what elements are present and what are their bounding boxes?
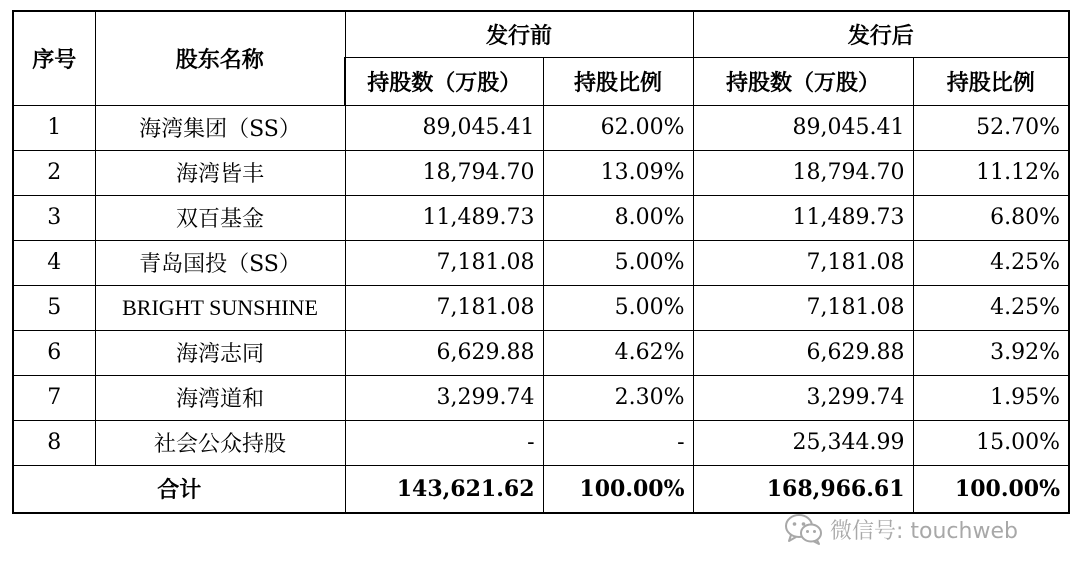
shareholding-table <box>12 10 1070 514</box>
row-after-shares: 6,629.88 <box>693 330 913 375</box>
row-shareholder-name: 海湾志同 <box>95 330 345 375</box>
header-row-top <box>13 11 1069 57</box>
table-row <box>13 285 1069 330</box>
table-row <box>13 375 1069 420</box>
header-seq: 序号 <box>13 11 95 105</box>
row-before-ratio: 5.00% <box>543 240 693 285</box>
total-before-ratio: 100.00% <box>543 465 693 513</box>
header-after-ratio: 持股比例 <box>913 57 1069 105</box>
total-before-shares: 143,621.62 <box>345 465 543 513</box>
header-before-ratio: 持股比例 <box>543 57 693 105</box>
header-after-issue: 发行后 <box>693 11 1069 57</box>
row-before-ratio: 5.00% <box>543 285 693 330</box>
row-before-shares: 3,299.74 <box>345 375 543 420</box>
row-before-shares: 7,181.08 <box>345 240 543 285</box>
total-after-ratio: 100.00% <box>913 465 1069 513</box>
row-seq: 4 <box>13 240 95 285</box>
row-after-ratio: 4.25% <box>913 285 1069 330</box>
row-shareholder-name: 海湾皆丰 <box>95 150 345 195</box>
wechat-watermark <box>784 512 1018 546</box>
row-before-ratio: 13.09% <box>543 150 693 195</box>
row-after-shares: 89,045.41 <box>693 105 913 150</box>
header-before-issue: 发行前 <box>345 11 693 57</box>
wechat-icon <box>784 512 824 546</box>
row-seq: 2 <box>13 150 95 195</box>
row-after-ratio: 1.95% <box>913 375 1069 420</box>
row-after-shares: 25,344.99 <box>693 420 913 465</box>
row-after-shares: 7,181.08 <box>693 285 913 330</box>
row-before-shares: 11,489.73 <box>345 195 543 240</box>
row-before-ratio: 62.00% <box>543 105 693 150</box>
total-label: 合计 <box>13 465 345 513</box>
header-shareholder: 股东名称 <box>95 11 345 105</box>
row-shareholder-name: 海湾集团（SS） <box>95 105 345 150</box>
watermark-text: 微信号: touchweb <box>830 518 1018 544</box>
row-shareholder-name: BRIGHT SUNSHINE <box>95 285 345 330</box>
row-after-shares: 11,489.73 <box>693 195 913 240</box>
row-after-ratio: 6.80% <box>913 195 1069 240</box>
row-after-ratio: 11.12% <box>913 150 1069 195</box>
table-row <box>13 240 1069 285</box>
row-after-shares: 18,794.70 <box>693 150 913 195</box>
row-after-ratio: 3.92% <box>913 330 1069 375</box>
row-after-ratio: 4.25% <box>913 240 1069 285</box>
row-before-ratio: 8.00% <box>543 195 693 240</box>
row-seq: 7 <box>13 375 95 420</box>
row-seq: 5 <box>13 285 95 330</box>
row-shareholder-name: 青岛国投（SS） <box>95 240 345 285</box>
header-after-shares: 持股数（万股） <box>693 57 913 105</box>
row-before-ratio: 2.30% <box>543 375 693 420</box>
row-shareholder-name: 社会公众持股 <box>95 420 345 465</box>
table-row <box>13 195 1069 240</box>
row-after-ratio: 15.00% <box>913 420 1069 465</box>
table-row <box>13 420 1069 465</box>
total-after-shares: 168,966.61 <box>693 465 913 513</box>
row-seq: 1 <box>13 105 95 150</box>
table-row <box>13 330 1069 375</box>
row-seq: 3 <box>13 195 95 240</box>
row-after-ratio: 52.70% <box>913 105 1069 150</box>
row-after-shares: 7,181.08 <box>693 240 913 285</box>
row-before-shares: 7,181.08 <box>345 285 543 330</box>
row-before-shares: 6,629.88 <box>345 330 543 375</box>
row-seq: 6 <box>13 330 95 375</box>
row-shareholder-name: 海湾道和 <box>95 375 345 420</box>
table-row <box>13 150 1069 195</box>
row-before-shares: 89,045.41 <box>345 105 543 150</box>
row-before-shares: - <box>345 420 543 465</box>
table-row <box>13 105 1069 150</box>
row-seq: 8 <box>13 420 95 465</box>
row-after-shares: 3,299.74 <box>693 375 913 420</box>
row-before-shares: 18,794.70 <box>345 150 543 195</box>
header-before-shares: 持股数（万股） <box>345 57 543 105</box>
row-shareholder-name: 双百基金 <box>95 195 345 240</box>
row-before-ratio: - <box>543 420 693 465</box>
row-before-ratio: 4.62% <box>543 330 693 375</box>
total-row <box>13 465 1069 513</box>
